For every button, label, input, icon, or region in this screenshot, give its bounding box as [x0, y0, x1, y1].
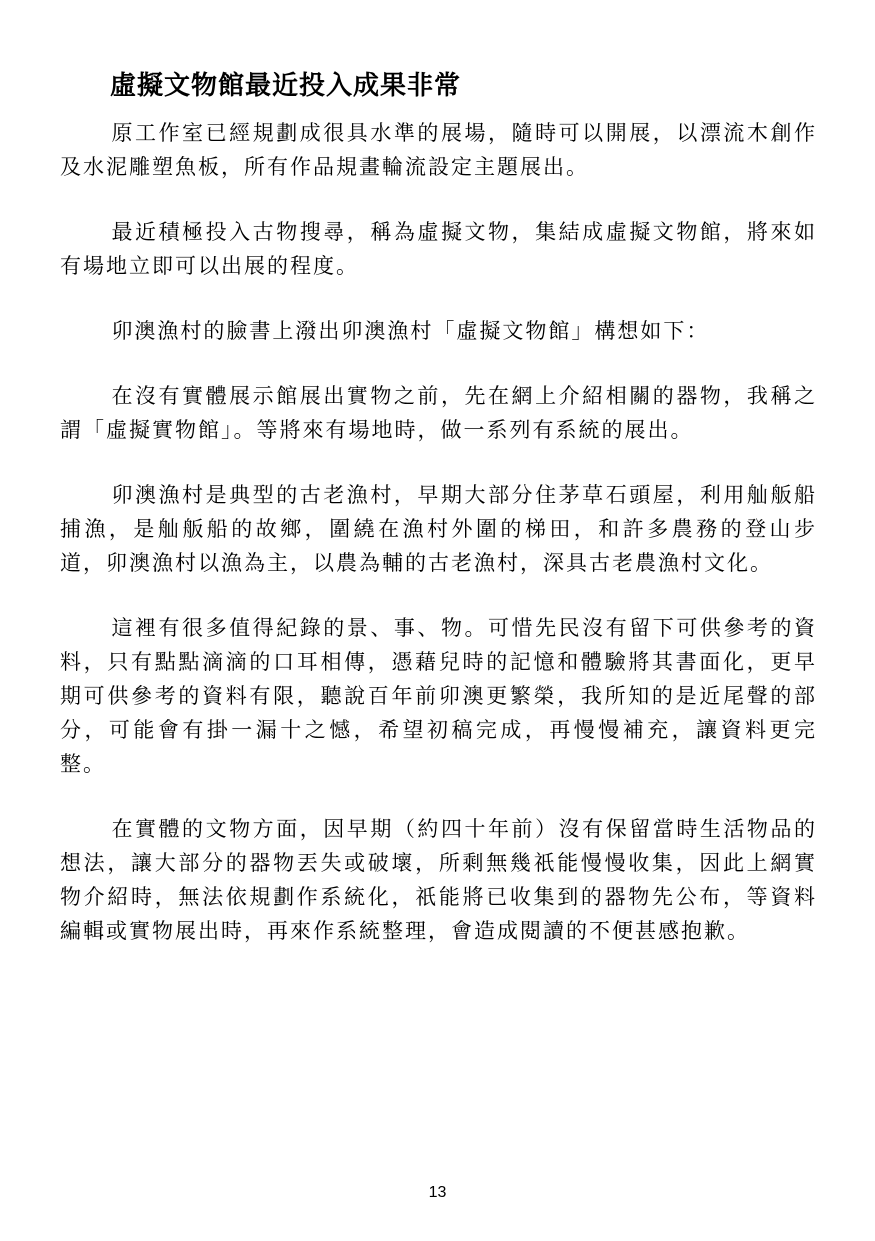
paragraph-records: 這裡有很多值得紀錄的景、事、物。可惜先民沒有留下可供參考的資料，只有點點滴滴的口耳相傳，憑藉兒時的記憶和體驗將其書面化，更早期可供參考的資料有限，聽說百年前卯澳更繁榮，我所知的是近尾聲的部分，可能會有掛一漏十之憾，希望初稿完成，再慢慢補充，讓資料更完整。 [60, 616, 817, 776]
paragraph-exhibition-space: 原工作室已經規劃成很具水準的展場，隨時可以開展，以漂流木創作及水泥雕塑魚板，所有作品規畫輪流設定主題展出。 [60, 121, 817, 179]
section-heading: 虛擬文物館最近投入成果非常 [110, 71, 462, 101]
paragraph-virtual-relics: 最近積極投入古物搜尋，稱為虛擬文物，集結成虛擬文物館，將來如有場地立即可以出展的程度。 [60, 220, 817, 278]
paragraph-physical-relics: 在實體的文物方面，因早期（約四十年前）沒有保留當時生活物品的想法，讓大部分的器物丟失或破壞，所剩無幾祇能慢慢收集，因此上網實物介紹時，無法依規劃作系統化，祇能將已收集到的器物先公布，等資料編輯或實物展出時，再來作系統整理，會造成閱讀的不便甚感抱歉。 [60, 817, 817, 943]
page-number: 13 [428, 1184, 447, 1201]
paragraph-facebook-concept: 卯澳漁村的臉書上潑出卯澳漁村「虛擬文物館」構想如下： [111, 319, 710, 343]
paragraph-fishing-village: 卯澳漁村是典型的古老漁村，早期大部分住茅草石頭屋，利用舢舨船捕漁，是舢舨船的故鄉，圍繞在漁村外圍的梯田，和許多農務的登山步道，卯澳漁村以漁為主，以農為輔的古老漁村，深具古老農漁村文化。 [60, 483, 817, 575]
paragraph-virtual-museum: 在沒有實體展示館展出實物之前，先在網上介紹相關的器物，我稱之謂「虛擬實物館」。等將來有場地時，做一系列有系統的展出。 [60, 384, 817, 442]
body-text [60, 116, 817, 979]
